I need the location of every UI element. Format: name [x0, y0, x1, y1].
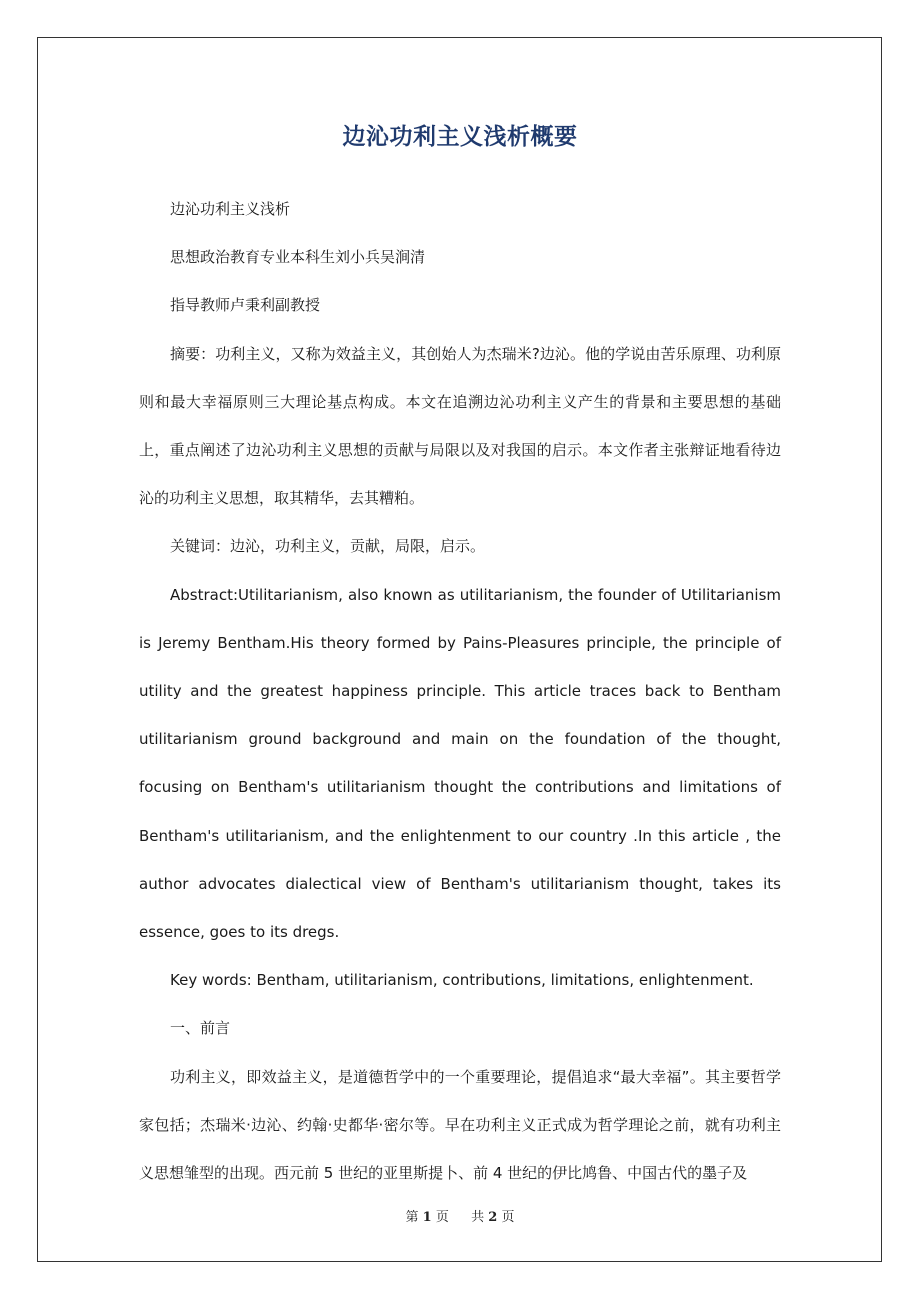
- document-body: [139, 185, 781, 1197]
- footer-page-unit: 页: [435, 1210, 449, 1225]
- footer-page-current: 1: [422, 1210, 432, 1225]
- page-footer: [0, 1206, 920, 1225]
- english-abstract: Abstract:Utilitarianism, also known as utilitarianism, the founder of Utilitarianism is Jeremy Bentham.His theory formed by Pains-Pleasures principle, the principle of utility and the greatest happiness principle. This article traces back to Bentham utilitarianism ground background and main on the foundation of the thought, focusing on Bentham's utilitarianism thought the contributions and limitations of Bentham's utilitarianism, and the enlightenment to our country .In this article , the author advocates dialectical view of Bentham's utilitarianism thought, takes its essence, goes to its dregs.: [139, 585, 781, 942]
- footer-page-total: 2: [488, 1210, 498, 1225]
- chinese-abstract: 摘要：功利主义，又称为效益主义，其创始人为杰瑞米?边沁。他的学说由苦乐原理、功利原则和最大幸福原则三大理论基点构成。本文在追溯边沁功利主义产生的背景和主要思想的基础上，重点阐述了边沁功利主义思想的贡献与局限以及对我国的启示。本文作者主张辩证地看待边沁的功利主义思想，取其精华，去其糟粕。: [139, 344, 781, 508]
- advisor-line: 指导教师卢秉利副教授: [170, 296, 321, 315]
- footer-page-prefix: 第: [405, 1210, 419, 1225]
- section-heading-preface: 一、前言: [170, 1019, 231, 1038]
- preface-paragraph: 功利主义，即效益主义，是道德哲学中的一个重要理论，提倡追求“最大幸福”。其主要哲学家包括；杰瑞米·边沁、约翰·史都华·密尔等。早在功利主义正式成为哲学理论之前，就有功利主义思想雏型的出现。西元前 5 世纪的亚里斯提卜、前 4 世纪的伊比鸠鲁、中国古代的墨子及: [139, 1067, 781, 1183]
- footer-total-unit: 页: [501, 1210, 515, 1225]
- english-keywords: Key words: Bentham, utilitarianism, contributions, limitations, enlightenment.: [170, 971, 754, 990]
- chinese-keywords: 关键词：边沁，功利主义，贡献，局限，启示。: [170, 537, 486, 556]
- footer-total-prefix: 共: [471, 1210, 485, 1225]
- author-line: 思想政治教育专业本科生刘小兵吴涧清: [170, 248, 426, 267]
- paper-title-line: 边沁功利主义浅析: [170, 200, 291, 218]
- document-title: 边沁功利主义浅析概要: [342, 124, 578, 150]
